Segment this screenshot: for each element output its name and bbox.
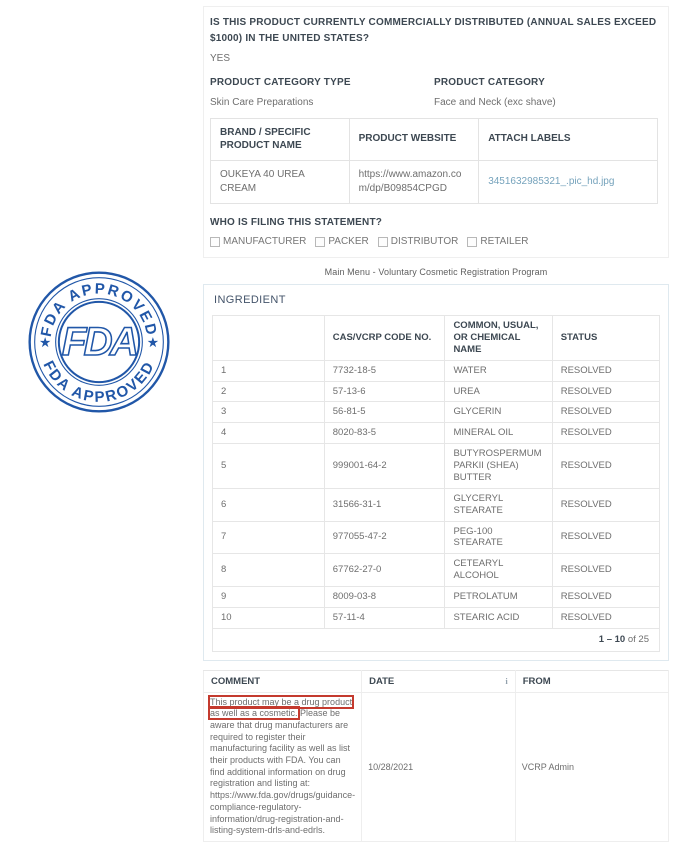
- fda-logo: FDA: [61, 318, 137, 364]
- filing-options: [210, 236, 658, 247]
- ingredient-cell: GLYCERYL STEARATE: [445, 488, 552, 521]
- ingredient-cell: 9: [213, 587, 325, 608]
- ingredient-cell: RESOLVED: [552, 360, 659, 381]
- ingredient-cell: 57-11-4: [324, 607, 445, 628]
- ingredient-cell: PETROLATUM: [445, 587, 552, 608]
- manufacturer-option: [210, 236, 306, 247]
- brand-name-cell: OUKEYA 40 UREA CREAM: [211, 160, 350, 203]
- brand-table: [210, 118, 658, 204]
- ingredient-cell: 3: [213, 402, 325, 423]
- ingredient-cell: 2: [213, 381, 325, 402]
- chemical-name-header: COMMON, USUAL, OR CHEMICAL NAME: [445, 316, 552, 361]
- retailer-option: [467, 236, 528, 247]
- pagination-range: 1 – 10: [598, 633, 626, 645]
- retailer-checkbox[interactable]: [467, 237, 477, 247]
- ingredient-cell: RESOLVED: [552, 554, 659, 587]
- comment-table: [203, 670, 669, 842]
- pagination-row: [213, 628, 660, 651]
- ingredient-cell: MINERAL OIL: [445, 423, 552, 444]
- ingredient-row: [213, 381, 660, 402]
- star-right-icon: ★: [146, 335, 159, 351]
- ingredient-panel: [203, 284, 669, 661]
- filing-question: WHO IS FILING THIS STATEMENT?: [210, 216, 383, 228]
- category-row: [210, 75, 658, 108]
- retailer-label: RETAILER: [480, 236, 529, 247]
- manufacturer-label: MANUFACTURER: [223, 236, 307, 247]
- ingredient-cell: PEG-100 STEARATE: [445, 521, 552, 554]
- category-type-value: Skin Care Preparations: [210, 96, 314, 108]
- packer-checkbox[interactable]: [315, 237, 325, 247]
- ingredient-row: [213, 521, 660, 554]
- ingredient-cell: 31566-31-1: [324, 488, 445, 521]
- ingredient-cell: RESOLVED: [552, 521, 659, 554]
- ingredient-cell: 4: [213, 423, 325, 444]
- comment-section: [203, 670, 669, 842]
- fda-approved-stamp: [26, 269, 172, 415]
- highlighted-comment-part-2: as well as a cosmetic.: [210, 708, 298, 719]
- category-type-col: [210, 75, 434, 108]
- ingredient-cell: 5: [213, 444, 325, 489]
- pagination-total: of 25: [627, 633, 649, 645]
- ingredient-cell: CETEARYL ALCOHOL: [445, 554, 552, 587]
- attach-labels-header: ATTACH LABELS: [479, 118, 658, 160]
- ingredient-cell: UREA: [445, 381, 552, 402]
- ingredient-row: [213, 360, 660, 381]
- ingredient-cell: WATER: [445, 360, 552, 381]
- ingredient-table-body: [213, 360, 660, 628]
- row-number-header: [213, 316, 325, 361]
- ingredient-header-row: [213, 316, 660, 361]
- ingredient-cell: 10: [213, 607, 325, 628]
- manufacturer-checkbox[interactable]: [210, 237, 220, 247]
- from-cell: VCRP Admin: [515, 692, 668, 841]
- brand-name-header: BRAND / SPECIFIC PRODUCT NAME: [211, 118, 350, 160]
- ingredient-cell: RESOLVED: [552, 488, 659, 521]
- vcrp-screenshot: [203, 6, 669, 842]
- ingredient-table: [212, 315, 660, 652]
- comment-row: [204, 692, 669, 841]
- stamp-bottom-text: FDA APPROVED: [39, 358, 159, 406]
- comment-header-row: [204, 670, 669, 692]
- distribution-question: IS THIS PRODUCT CURRENTLY COMMERCIALLY DISTRIBUTED (ANNUAL SALES EXCEED $1000) IN THE UNITED STATES?: [210, 17, 657, 44]
- cas-code-header: CAS/VCRP CODE NO.: [324, 316, 445, 361]
- brand-table-header-row: [211, 118, 658, 160]
- category-col: [434, 75, 658, 108]
- distributor-label: DISTRIBUTOR: [390, 236, 459, 247]
- ingredient-row: [213, 554, 660, 587]
- from-header: FROM: [515, 670, 668, 692]
- ingredient-cell: STEARIC ACID: [445, 607, 552, 628]
- ingredient-row: [213, 444, 660, 489]
- category-label: PRODUCT CATEGORY: [434, 77, 545, 88]
- ingredient-cell: 57-13-6: [324, 381, 445, 402]
- ingredient-cell: RESOLVED: [552, 423, 659, 444]
- ingredient-cell: RESOLVED: [552, 402, 659, 423]
- date-cell: 10/28/2021: [362, 692, 516, 841]
- ingredient-row: [213, 402, 660, 423]
- packer-label: PACKER: [328, 236, 369, 247]
- ingredient-cell: 1: [213, 360, 325, 381]
- ingredient-cell: 8: [213, 554, 325, 587]
- comment-cell: [204, 692, 362, 841]
- category-type-label: PRODUCT CATEGORY TYPE: [210, 77, 351, 88]
- ingredient-row: [213, 587, 660, 608]
- product-website-header: PRODUCT WEBSITE: [349, 118, 479, 160]
- ingredient-cell: BUTYROSPERMUM PARKII (SHEA) BUTTER: [445, 444, 552, 489]
- ingredient-cell: 7: [213, 521, 325, 554]
- ingredient-cell: 67762-27-0: [324, 554, 445, 587]
- product-website-cell: https://www.amazon.com/dp/B09854CPGD: [349, 160, 479, 203]
- product-statement-panel: [203, 6, 669, 258]
- ingredient-cell: 6: [213, 488, 325, 521]
- ingredient-cell: RESOLVED: [552, 607, 659, 628]
- ingredient-cell: RESOLVED: [552, 444, 659, 489]
- date-header: DATE i: [362, 670, 516, 692]
- ingredient-cell: 999001-64-2: [324, 444, 445, 489]
- stamp-top-text: FDA APPROVED: [37, 280, 161, 339]
- info-icon[interactable]: i: [505, 675, 508, 686]
- pagination: [213, 628, 660, 651]
- ingredient-row: [213, 607, 660, 628]
- packer-option: [315, 236, 368, 247]
- distributor-checkbox[interactable]: [378, 237, 388, 247]
- ingredient-cell: GLYCERIN: [445, 402, 552, 423]
- brand-table-row: [211, 160, 658, 203]
- distribution-answer: YES: [210, 53, 231, 64]
- ingredient-cell: RESOLVED: [552, 587, 659, 608]
- ingredient-cell: RESOLVED: [552, 381, 659, 402]
- status-header: STATUS: [552, 316, 659, 361]
- ingredient-cell: 56-81-5: [324, 402, 445, 423]
- ingredient-row: [213, 488, 660, 521]
- ingredient-cell: 977055-47-2: [324, 521, 445, 554]
- ingredient-row: [213, 423, 660, 444]
- distributor-option: [378, 236, 459, 247]
- star-left-icon: ★: [39, 335, 52, 351]
- comment-text: Please be aware that drug manufacturers are required to register their manufacturing facility as well as list their products with FDA. You can find additional information on drug registration and listing at: https://www.fda.gov/drugs/guidance-compliance-regulatory-information/drug-registration-and-listing-system-drls-and-edrls.: [210, 708, 356, 836]
- attach-labels-cell: [479, 160, 658, 203]
- ingredient-panel-title: INGREDIENT: [214, 294, 286, 306]
- ingredient-cell: 8009-03-8: [324, 587, 445, 608]
- ingredient-cell: 7732-18-5: [324, 360, 445, 381]
- ingredient-cell: 8020-83-5: [324, 423, 445, 444]
- category-value: Face and Neck (exc shave): [434, 96, 556, 108]
- label-file-link[interactable]: 3451632985321_.pic_hd.jpg: [488, 175, 615, 187]
- main-menu-caption: Main Menu - Voluntary Cosmetic Registration Program: [324, 267, 548, 277]
- highlighted-comment-part-1: This product may be a drug product: [210, 696, 353, 707]
- comment-header: COMMENT: [204, 670, 362, 692]
